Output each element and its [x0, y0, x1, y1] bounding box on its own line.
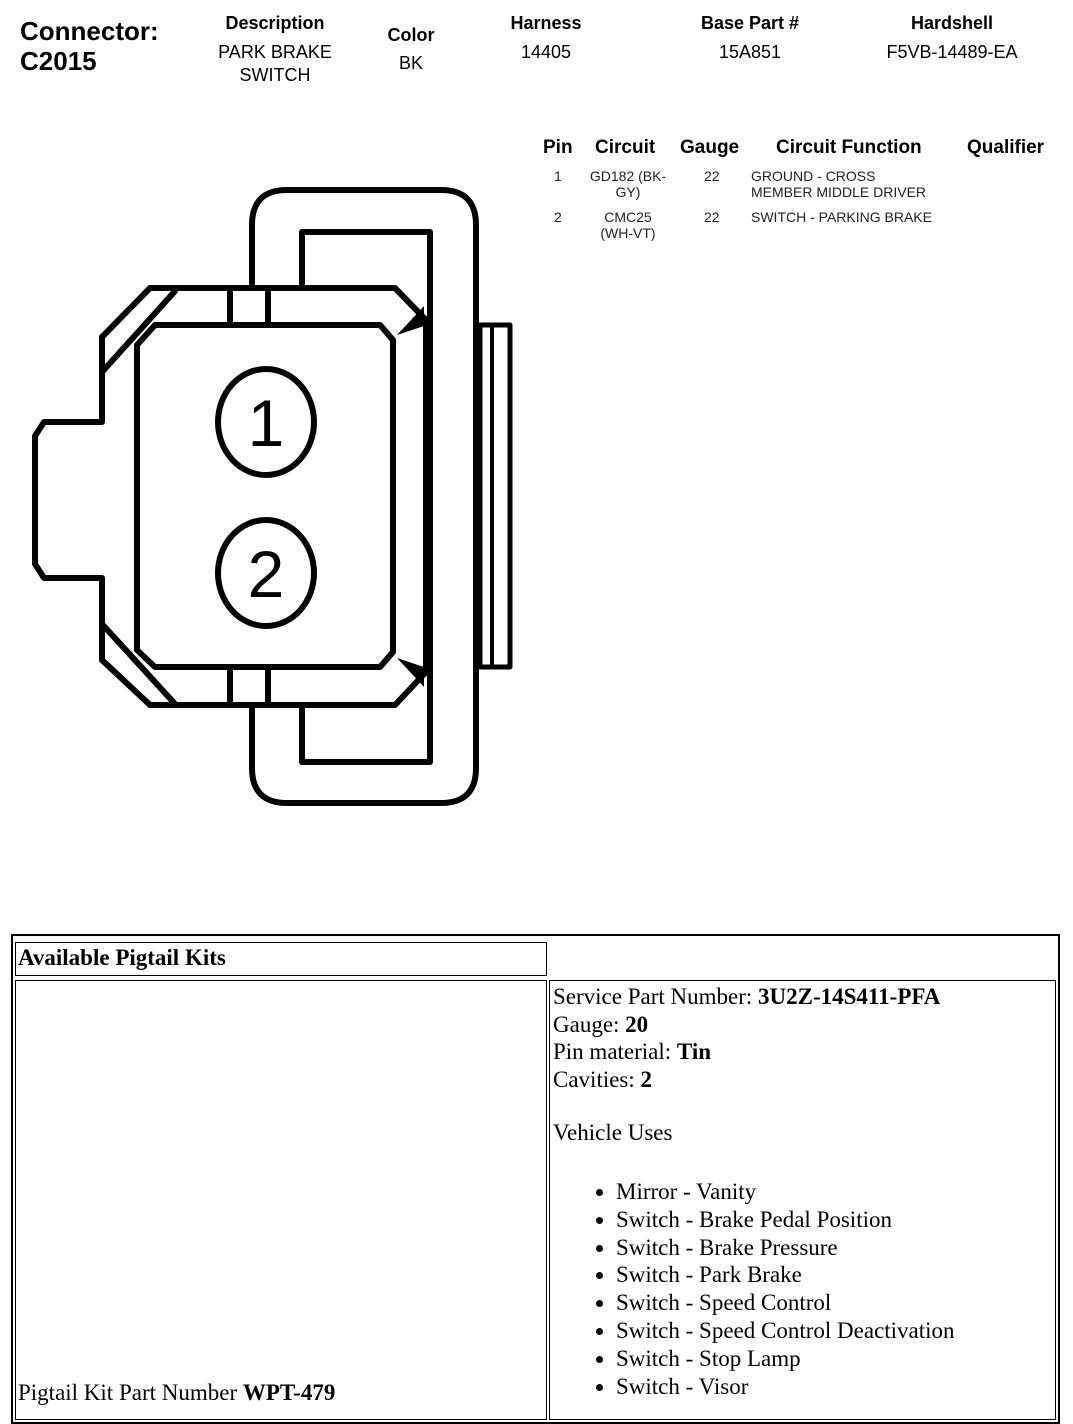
base-part-label: Base Part #: [700, 13, 800, 33]
vehicle-use-item: • Switch - Speed Control: [616, 1289, 955, 1317]
vehicle-uses-list: [560, 1178, 955, 1400]
hardshell-value: F5VB-14489-EA: [886, 42, 1018, 62]
circuit-function-header: Circuit Function: [776, 137, 922, 158]
pin-label-2: 2: [247, 537, 285, 611]
service-part-number: [553, 983, 940, 1011]
latch-tab-top: [230, 288, 268, 325]
connector-id: C2015: [20, 46, 97, 76]
color-value: BK: [398, 53, 423, 73]
function-cell: [751, 209, 932, 225]
qualifier-header: Qualifier: [967, 137, 1045, 158]
vehicle-use-item: • Switch - Park Brake: [616, 1261, 955, 1289]
hardshell-column: [862, 12, 1042, 64]
vehicle-uses-title: Vehicle Uses: [553, 1120, 673, 1145]
function-line: SWITCH - PARKING BRAKE: [751, 209, 932, 225]
pin-material-value: Tin: [676, 1039, 712, 1064]
vehicle-use-item: • Switch - Stop Lamp: [616, 1345, 955, 1373]
pin-material-spec: [553, 1038, 711, 1066]
function-line: MEMBER MIDDLE DRIVER: [751, 184, 927, 200]
vehicle-use-item: • Switch - Brake Pressure: [616, 1234, 955, 1262]
harness-label: Harness: [510, 13, 582, 33]
pin-material-label: Pin material:: [553, 1039, 677, 1064]
circuit-line: (WH-VT): [600, 225, 656, 241]
circuit-cell: [578, 209, 678, 241]
kit-value: WPT-479: [242, 1380, 336, 1405]
harness-column: [486, 12, 606, 64]
circuit-line: GY): [615, 184, 641, 200]
outer-shell-outline: [252, 190, 476, 803]
base-part-column: [670, 12, 830, 64]
inner-slot-outline: [302, 232, 430, 762]
circuit-cell: [578, 168, 678, 200]
description-label: Description: [225, 13, 325, 33]
description-line2: SWITCH: [239, 65, 311, 85]
gauge-spec: [553, 1011, 648, 1039]
pin-label-1: 1: [247, 386, 285, 460]
connector-title: [20, 16, 159, 76]
kit-image-cell: [15, 980, 547, 1420]
description-column: [195, 12, 355, 87]
function-cell: [751, 168, 926, 200]
pin-cell: 1: [554, 168, 562, 184]
available-pigtail-kits-title: Available Pigtail Kits: [18, 945, 226, 970]
gauge-cell: 22: [704, 168, 720, 184]
function-line: GROUND - CROSS: [751, 168, 876, 184]
circuit-line: CMC25: [604, 209, 652, 225]
service-part-label: Service Part Number:: [553, 984, 759, 1009]
latch-tab-bottom: [230, 667, 268, 705]
service-part-value: 3U2Z-14S411-PFA: [758, 984, 941, 1009]
vehicle-use-item: • Switch - Speed Control Deactivation: [616, 1317, 955, 1345]
circuit-header: Circuit: [595, 137, 656, 158]
pin-cell: 2: [554, 209, 562, 225]
connector-face-diagram: [0, 150, 540, 820]
cavities-spec: [553, 1066, 652, 1094]
vehicle-use-item: • Switch - Visor: [616, 1373, 955, 1401]
cavities-label: Cavities:: [553, 1067, 641, 1092]
pigtail-kit-part-number: [18, 1380, 335, 1406]
connector-body-outline: [35, 288, 426, 705]
cavities-value: 2: [640, 1067, 653, 1092]
base-part-value: 15A851: [718, 42, 782, 62]
color-column: [366, 24, 456, 75]
key-rib: [480, 325, 510, 667]
description-line1: PARK BRAKE: [218, 42, 332, 62]
vehicle-use-item: • Switch - Brake Pedal Position: [616, 1206, 955, 1234]
arrow-notch: [397, 306, 424, 335]
gauge-value: 20: [625, 1012, 649, 1037]
vehicle-use-item: • Mirror - Vanity: [616, 1178, 955, 1206]
gauge-cell: 22: [704, 209, 720, 225]
kit-label: Pigtail Kit Part Number: [18, 1380, 243, 1405]
hardshell-label: Hardshell: [910, 13, 994, 33]
gauge-header: Gauge: [680, 137, 740, 158]
connector-label: Connector:: [20, 16, 159, 46]
circuit-line: GD182 (BK-: [589, 168, 667, 184]
pin-header: Pin: [543, 137, 573, 158]
harness-value: 14405: [520, 42, 572, 62]
gauge-label: Gauge:: [553, 1012, 626, 1037]
arrow-notches: [397, 306, 424, 687]
color-label: Color: [387, 25, 435, 45]
